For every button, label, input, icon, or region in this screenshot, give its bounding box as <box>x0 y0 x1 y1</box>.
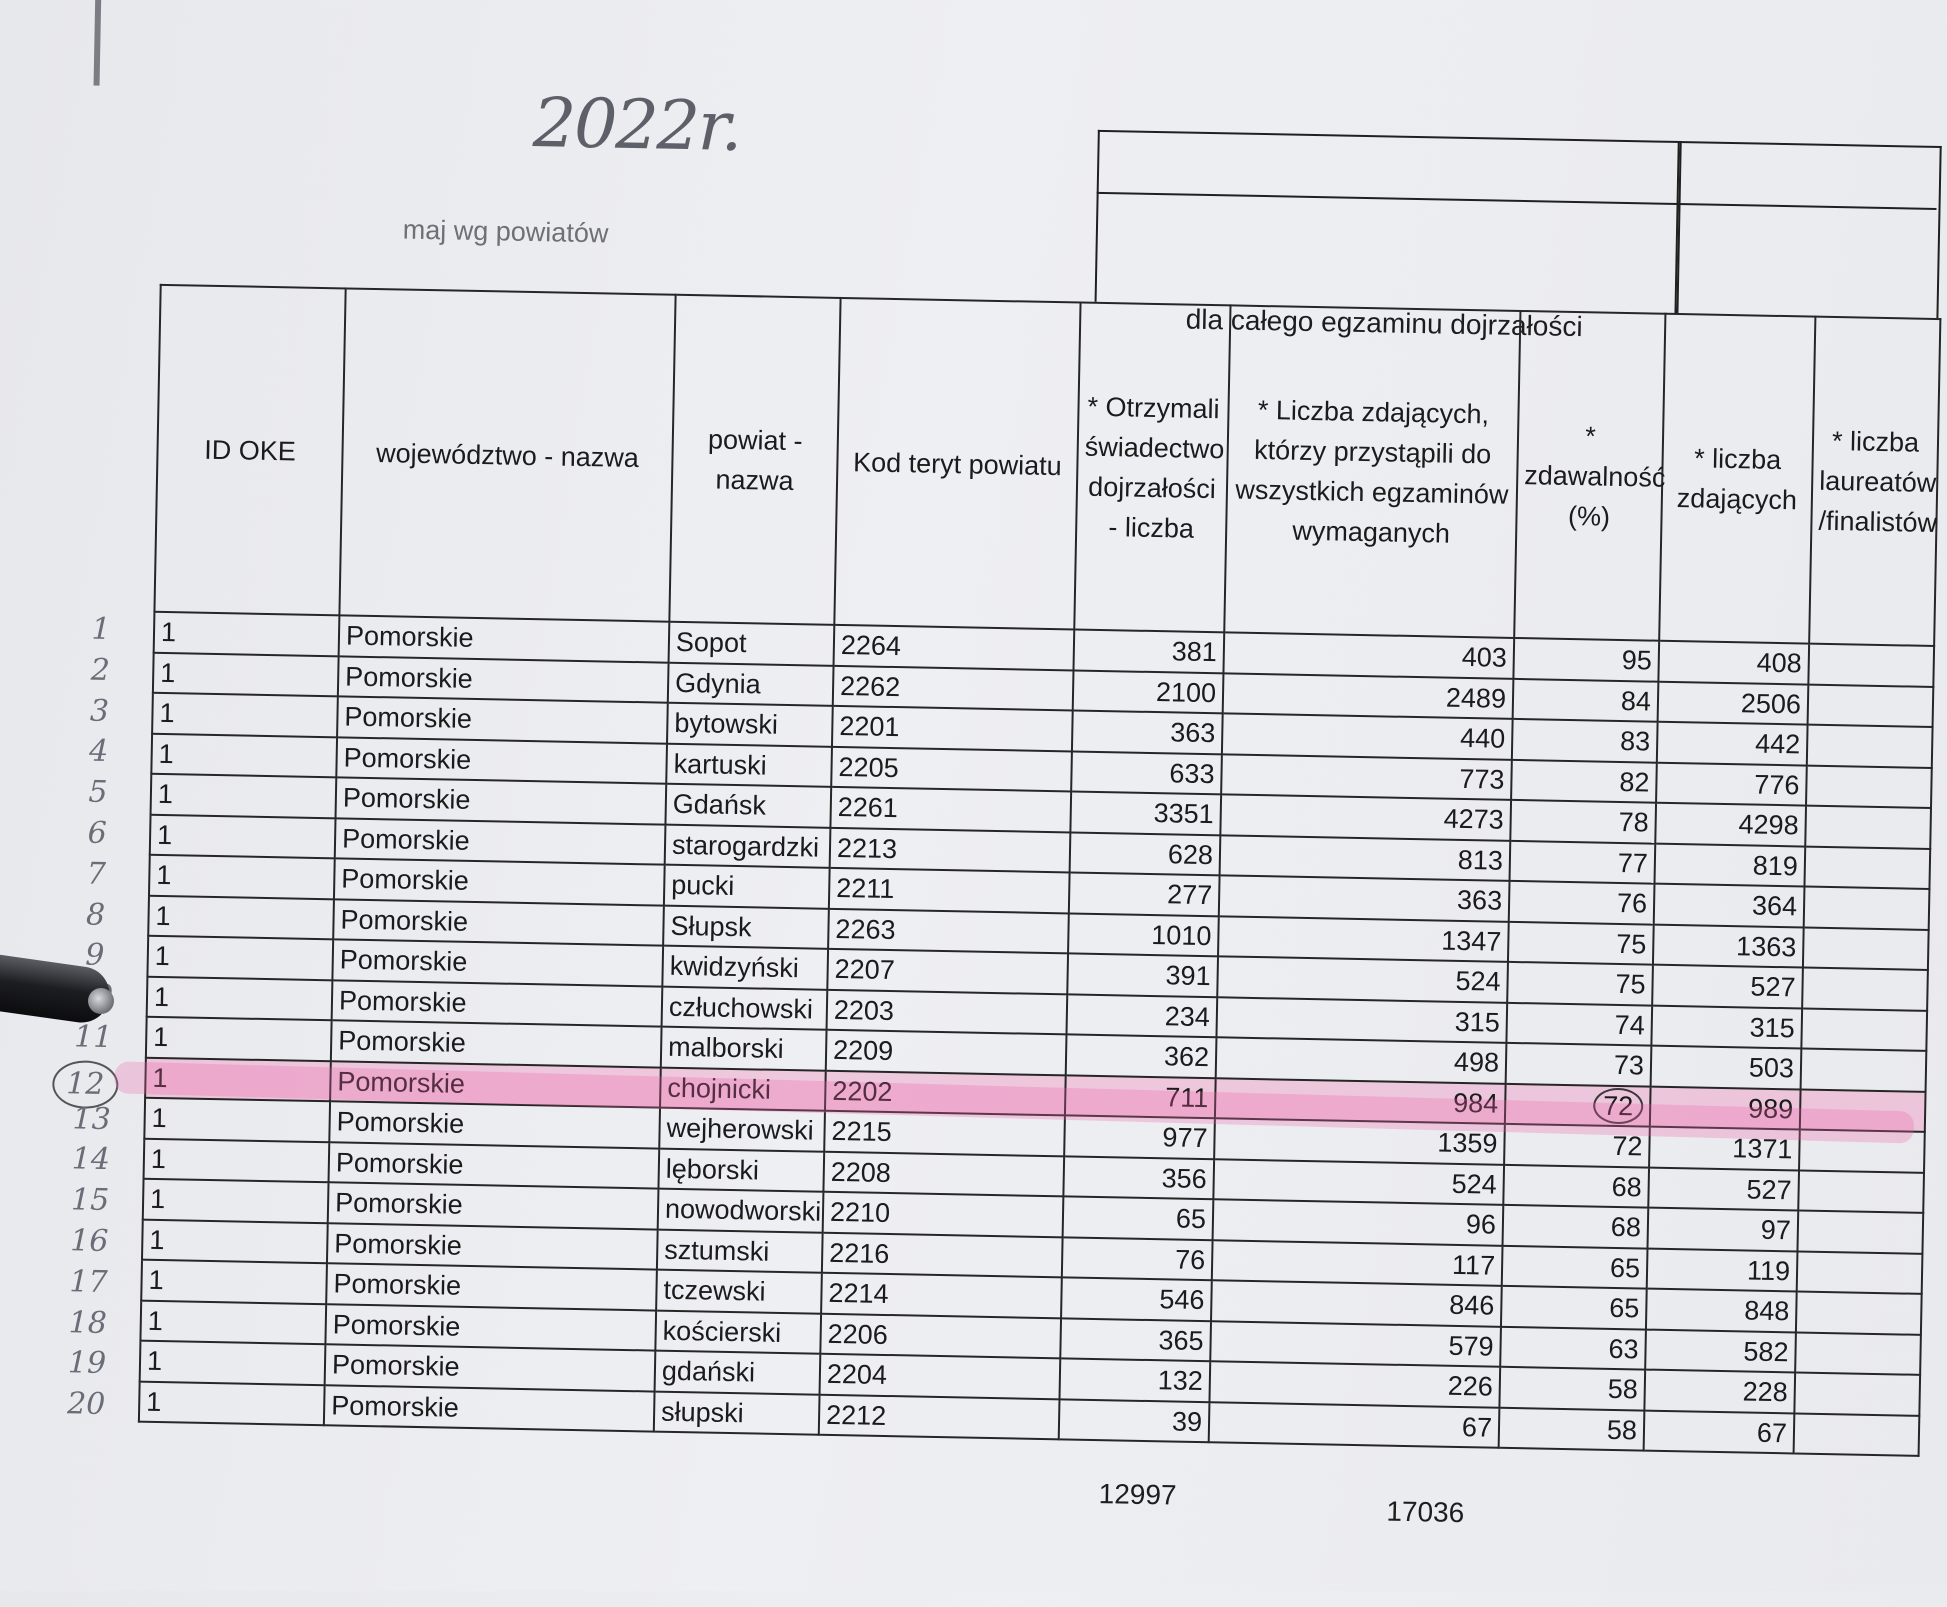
cell-id: 1 <box>144 1138 330 1182</box>
cell-zdaw: 76 <box>1509 881 1655 924</box>
cell-powiat: pucki <box>664 865 830 909</box>
cell-zdaj: 119 <box>1647 1248 1798 1291</box>
row-number: 3 <box>89 693 110 729</box>
cell-zdaw: 68 <box>1503 1205 1649 1248</box>
cell-przyst: 1347 <box>1218 916 1509 962</box>
cell-laureaci <box>1805 806 1931 849</box>
total-participants: 17036 <box>1386 1495 1465 1529</box>
handwritten-year-note: 2022r. <box>532 83 742 167</box>
cell-zdaw: 58 <box>1499 1407 1645 1450</box>
cell-swiad: 132 <box>1059 1358 1210 1401</box>
pen-tip-icon <box>88 988 114 1014</box>
cell-laureaci <box>1808 644 1934 687</box>
cell-powiat: lęborski <box>658 1148 824 1192</box>
cell-laureaci <box>1804 846 1930 889</box>
cell-powiat: tczewski <box>656 1270 822 1314</box>
binder-edge <box>94 0 102 86</box>
column-header: * liczba zdających <box>1659 314 1815 644</box>
cell-zdaj: 848 <box>1646 1289 1797 1332</box>
cell-swiad: 3351 <box>1070 791 1221 834</box>
column-header: województwo - nazwa <box>339 288 675 621</box>
column-header: powiat - nazwa <box>669 295 840 625</box>
cell-powiat: Sopot <box>669 622 835 666</box>
row-number: 14 <box>71 1141 111 1178</box>
cell-zdaw: 74 <box>1506 1002 1652 1045</box>
cell-swiad: 234 <box>1066 994 1217 1037</box>
cell-powiat: kwidzyński <box>662 946 828 990</box>
cell-kod: 2210 <box>823 1192 1064 1237</box>
cell-woj: Pomorskie <box>327 1223 658 1270</box>
row-number: 20 <box>66 1386 106 1423</box>
cell-przyst: 1359 <box>1214 1118 1505 1164</box>
cell-id: 1 <box>147 976 333 1020</box>
cell-powiat: starogardzki <box>665 824 831 868</box>
cell-powiat: kościerski <box>655 1310 821 1354</box>
cell-laureaci <box>1801 1049 1927 1092</box>
cell-woj: Pomorskie <box>330 1061 661 1108</box>
cell-przyst: 226 <box>1209 1361 1500 1407</box>
cell-zdaj: 97 <box>1647 1208 1798 1251</box>
cell-zdaw: 75 <box>1507 962 1653 1005</box>
cell-zdaw: 73 <box>1506 1043 1652 1086</box>
cell-woj: Pomorskie <box>326 1263 657 1310</box>
row-number: 5 <box>88 774 108 811</box>
row-number: 6 <box>87 815 108 851</box>
cell-swiad: 65 <box>1063 1196 1214 1239</box>
cell-przyst: 96 <box>1213 1199 1504 1245</box>
row-number: 15 <box>70 1182 110 1219</box>
cell-kod: 2201 <box>832 706 1073 751</box>
cell-kod: 2208 <box>823 1151 1064 1196</box>
cell-zdaw: 58 <box>1499 1367 1645 1410</box>
cell-zdaj: 408 <box>1658 641 1809 684</box>
column-header: * Liczba zdających, którzy przystąpili do wszystkich egzaminów wymaganych <box>1224 305 1520 638</box>
cell-kod: 2209 <box>826 1030 1067 1075</box>
cell-woj: Pomorskie <box>339 615 670 662</box>
cell-swiad: 633 <box>1071 751 1222 794</box>
cell-woj: Pomorskie <box>338 656 669 703</box>
cell-zdaj: 527 <box>1652 965 1803 1008</box>
cell-zdaj: 527 <box>1648 1167 1799 1210</box>
row-number: 4 <box>88 733 109 770</box>
cell-kod: 2263 <box>828 908 1069 953</box>
cell-powiat: człuchowski <box>662 986 828 1030</box>
cell-zdaj: 2506 <box>1658 681 1809 724</box>
cell-swiad: 2100 <box>1073 670 1224 713</box>
cell-woj: Pomorskie <box>336 777 667 824</box>
table-body <box>139 612 1934 1456</box>
cell-woj: Pomorskie <box>329 1101 660 1148</box>
table-subtitle: maj wg powiatów <box>402 214 609 249</box>
row-number: 19 <box>67 1345 107 1382</box>
cell-swiad: 711 <box>1065 1075 1216 1118</box>
cell-zdaj: 503 <box>1651 1046 1802 1089</box>
cell-id: 1 <box>154 612 340 656</box>
cell-woj: Pomorskie <box>332 980 663 1027</box>
cell-przyst: 4273 <box>1220 794 1511 840</box>
cell-powiat: gdański <box>655 1351 821 1395</box>
cell-id: 1 <box>139 1381 325 1425</box>
cell-id: 1 <box>147 936 333 980</box>
cell-woj: Pomorskie <box>325 1344 656 1391</box>
cell-kod: 2215 <box>824 1111 1065 1156</box>
cell-woj: Pomorskie <box>329 1142 660 1189</box>
group-header-title: dla całego egzaminu dojrzałości <box>1185 303 1583 343</box>
cell-przyst: 363 <box>1219 875 1510 921</box>
cell-laureaci <box>1804 887 1930 930</box>
row-number: 13 <box>72 1100 112 1137</box>
cell-przyst: 524 <box>1217 956 1508 1002</box>
cell-laureaci <box>1794 1413 1920 1456</box>
cell-laureaci <box>1797 1251 1923 1294</box>
cell-swiad: 381 <box>1073 629 1224 672</box>
cell-przyst: 773 <box>1221 754 1512 800</box>
cell-kod: 2207 <box>827 949 1068 994</box>
cell-przyst: 524 <box>1213 1159 1504 1205</box>
cell-powiat: Gdańsk <box>665 784 831 828</box>
cell-swiad: 628 <box>1070 832 1221 875</box>
table-header-row <box>154 285 1940 646</box>
cell-kod: 2202 <box>825 1070 1066 1115</box>
cell-swiad: 356 <box>1063 1156 1214 1199</box>
cell-laureaci <box>1808 684 1934 727</box>
row-number: 8 <box>85 897 106 933</box>
row-number: 11 <box>73 1019 113 1056</box>
cell-swiad: 546 <box>1061 1277 1212 1320</box>
cell-powiat: słupski <box>654 1391 820 1435</box>
cell-zdaw: 75 <box>1508 921 1654 964</box>
cell-kod: 2262 <box>833 665 1074 710</box>
cell-zdaj: 776 <box>1656 762 1807 805</box>
cell-kod: 2204 <box>820 1354 1061 1399</box>
cell-laureaci <box>1803 927 1929 970</box>
cell-zdaw: 84 <box>1513 678 1659 721</box>
cell-id: 1 <box>142 1219 328 1263</box>
results-table <box>138 284 1942 1457</box>
cell-powiat: wejherowski <box>659 1108 825 1152</box>
cell-id: 1 <box>149 855 335 899</box>
cell-powiat: sztumski <box>657 1229 823 1273</box>
cell-id: 1 <box>152 693 338 737</box>
cell-id: 1 <box>140 1341 326 1385</box>
cell-id: 1 <box>146 1017 332 1061</box>
cell-laureaci <box>1802 968 1928 1011</box>
cell-powiat: malborski <box>661 1027 827 1071</box>
cell-zdaj: 228 <box>1644 1370 1795 1413</box>
cell-przyst: 498 <box>1216 1037 1507 1083</box>
cell-laureaci <box>1797 1210 1923 1253</box>
cell-powiat: Gdynia <box>668 662 834 706</box>
column-header: * liczba laureatów /finalistów <box>1809 317 1940 646</box>
cell-id: 1 <box>153 652 339 696</box>
row-number: 7 <box>86 856 107 892</box>
cell-zdaj: 1363 <box>1653 924 1804 967</box>
cell-przyst: 813 <box>1220 835 1511 881</box>
row-number: 12 <box>52 1060 119 1109</box>
cell-id: 1 <box>144 1098 330 1142</box>
cell-powiat: Słupsk <box>663 905 829 949</box>
cell-zdaw: 77 <box>1510 840 1656 883</box>
cell-swiad: 362 <box>1066 1034 1217 1077</box>
cell-powiat: nowodworski <box>658 1189 824 1233</box>
cell-kod: 2211 <box>829 868 1070 913</box>
cell-kod: 2264 <box>834 625 1075 670</box>
cell-kod: 2214 <box>821 1273 1062 1318</box>
column-header: ID OKE <box>154 285 345 615</box>
cell-woj: Pomorskie <box>325 1304 656 1351</box>
cell-woj: Pomorskie <box>334 858 665 905</box>
row-number: 16 <box>69 1223 109 1260</box>
cell-woj: Pomorskie <box>333 899 664 946</box>
cell-zdaw: 82 <box>1511 759 1657 802</box>
total-certificates: 12997 <box>1098 1478 1177 1511</box>
cell-zdaw: 83 <box>1512 719 1658 762</box>
cell-laureaci <box>1801 1008 1927 1051</box>
cell-zdaj: 1371 <box>1649 1127 1800 1170</box>
cell-swiad: 76 <box>1062 1237 1213 1280</box>
cell-id: 1 <box>148 895 334 939</box>
cell-przyst: 117 <box>1212 1240 1503 1286</box>
cell-kod: 2213 <box>830 827 1071 872</box>
column-header: * Otrzymali świadectwo dojrzałości - liczba <box>1074 303 1230 633</box>
cell-powiat: bytowski <box>667 703 833 747</box>
cell-przyst: 403 <box>1223 632 1514 678</box>
cell-woj: Pomorskie <box>332 939 663 986</box>
cell-swiad: 977 <box>1064 1115 1215 1158</box>
cell-swiad: 39 <box>1059 1399 1210 1442</box>
cell-zdaj: 364 <box>1654 884 1805 927</box>
cell-swiad: 1010 <box>1068 913 1219 956</box>
cell-zdaj: 819 <box>1654 843 1805 886</box>
cell-zdaj: 442 <box>1657 722 1808 765</box>
cell-kod: 2203 <box>827 989 1068 1034</box>
cell-zdaj: 4298 <box>1655 803 1806 846</box>
cell-zdaw: 65 <box>1501 1286 1647 1329</box>
cell-zdaw: 78 <box>1510 800 1656 843</box>
cell-laureaci <box>1794 1372 1920 1415</box>
cell-kod: 2216 <box>822 1232 1063 1277</box>
cell-zdaj: 67 <box>1644 1410 1795 1453</box>
cell-zdaj: 989 <box>1650 1086 1801 1129</box>
cell-id: 1 <box>143 1179 329 1223</box>
cell-laureaci <box>1806 765 1932 808</box>
cell-zdaw: 72 <box>1504 1124 1650 1167</box>
column-header: * zdawalność (%) <box>1514 311 1665 641</box>
cell-id: 1 <box>141 1260 327 1304</box>
cell-zdaw: 95 <box>1513 638 1659 681</box>
cell-zdaj: 582 <box>1645 1329 1796 1372</box>
row-number: 17 <box>69 1264 108 1300</box>
cell-kod: 2212 <box>819 1394 1060 1439</box>
cell-woj: Pomorskie <box>337 696 668 743</box>
cell-kod: 2206 <box>820 1313 1061 1358</box>
cell-woj: Pomorskie <box>335 818 666 865</box>
cell-id: 1 <box>151 774 337 818</box>
cell-swiad: 365 <box>1060 1318 1211 1361</box>
cell-woj: Pomorskie <box>331 1020 662 1067</box>
cell-zdaj: 315 <box>1651 1005 1802 1048</box>
cell-laureaci <box>1795 1332 1921 1375</box>
row-number: 18 <box>68 1304 108 1341</box>
header-group-frame <box>1095 130 1682 313</box>
row-number: 1 <box>91 611 111 647</box>
cell-przyst: 846 <box>1211 1280 1502 1326</box>
cell-przyst: 984 <box>1215 1078 1506 1124</box>
cell-przyst: 579 <box>1210 1321 1501 1367</box>
cell-kod: 2261 <box>830 787 1071 832</box>
cell-id: 1 <box>151 733 337 777</box>
cell-przyst: 2489 <box>1223 673 1514 719</box>
cell-laureaci <box>1798 1170 1924 1213</box>
cell-id: 1 <box>150 814 336 858</box>
cell-zdaw: 65 <box>1502 1245 1648 1288</box>
cell-laureaci <box>1796 1291 1922 1334</box>
header-group-frame-right <box>1674 141 1941 318</box>
cell-powiat: chojnicki <box>660 1067 826 1111</box>
cell-przyst: 315 <box>1216 997 1507 1043</box>
circled-value: 72 <box>1593 1087 1644 1124</box>
cell-id: 1 <box>145 1057 331 1101</box>
row-number: 9 <box>84 937 105 974</box>
column-header: Kod teryt powiatu <box>834 298 1080 630</box>
cell-przyst: 67 <box>1209 1402 1500 1448</box>
cell-woj: Pomorskie <box>336 737 667 784</box>
cell-swiad: 391 <box>1067 953 1218 996</box>
row-number: 2 <box>90 652 111 688</box>
cell-swiad: 363 <box>1072 710 1223 753</box>
cell-powiat: kartuski <box>666 743 832 787</box>
cell-kod: 2205 <box>831 746 1072 791</box>
cell-swiad: 277 <box>1069 872 1220 915</box>
cell-id: 1 <box>140 1300 326 1344</box>
cell-przyst: 440 <box>1222 713 1513 759</box>
cell-laureaci <box>1807 725 1933 768</box>
cell-woj: Pomorskie <box>324 1385 655 1432</box>
cell-zdaw: 63 <box>1500 1326 1646 1369</box>
cell-zdaw: 68 <box>1503 1164 1649 1207</box>
cell-woj: Pomorskie <box>328 1182 659 1229</box>
